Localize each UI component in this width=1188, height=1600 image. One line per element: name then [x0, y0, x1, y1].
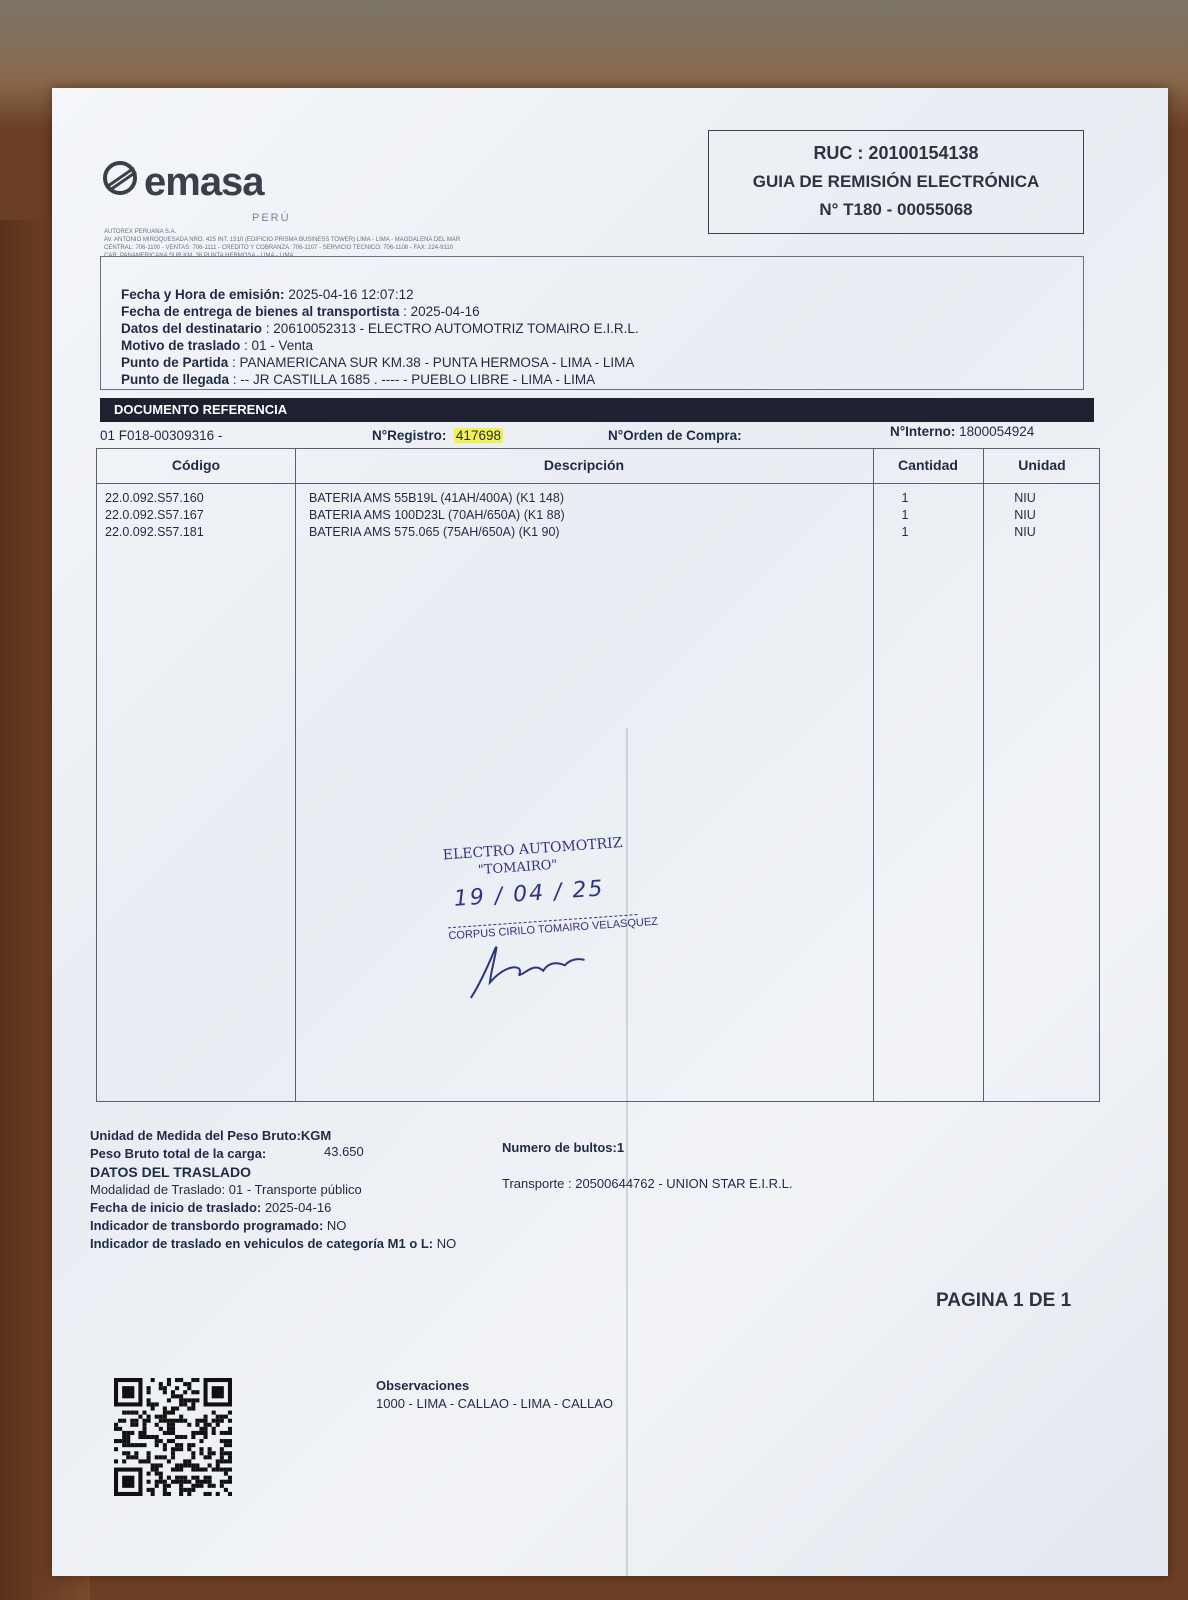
emasa-logo-icon	[102, 160, 142, 196]
documento-referencia-bar	[100, 398, 1094, 422]
interno-value: 1800054924	[955, 424, 1035, 439]
item-unit: NIU	[1014, 491, 1036, 505]
column-divider	[295, 449, 296, 1101]
ruc-box	[708, 130, 1084, 234]
header-descripcion: Descripción	[543, 457, 625, 473]
transporte: Transporte : 20500644762 - UNION STAR E.I.R.L.	[502, 1176, 793, 1191]
item-quantity: 1	[901, 508, 909, 522]
emision-label: Fecha y Hora de emisión:	[121, 287, 285, 302]
destinatario-row	[121, 321, 639, 336]
motivo-value: : 01 - Venta	[240, 338, 314, 353]
registro-field	[372, 428, 503, 443]
destinatario-value: : 20610052313 - ELECTRO AUTOMOTRIZ TOMAIRO E.I.R.L.	[262, 321, 639, 336]
traslado-title-text: DATOS DEL TRASLADO	[90, 1164, 252, 1180]
categoria-row	[90, 1236, 456, 1251]
ruc-number: RUC : 20100154138	[813, 143, 979, 163]
llegada-row	[121, 372, 595, 387]
column-divider	[983, 449, 984, 1101]
company-line: CENTRAL: 706-1100 - VENTAS: 706-1111 - CREDITO Y COBRANZA: 706-1107 - SERVICIO TECNICO: 706-1108 - FAX: 224-9110	[104, 245, 454, 251]
interno-field	[890, 424, 1034, 439]
transbordo-value: NO	[323, 1218, 347, 1233]
observaciones-title: Observaciones	[376, 1378, 470, 1393]
transbordo-row	[90, 1218, 346, 1233]
categoria-value: NO	[433, 1236, 457, 1251]
document-type: GUIA DE REMISIÓN ELECTRÓNICA	[752, 172, 1040, 191]
item-code: 22.0.092.S57.181	[105, 525, 204, 539]
receipt-stamp	[442, 833, 663, 1017]
transbordo-label: Indicador de transbordo programado:	[90, 1218, 324, 1233]
emision-value: 2025-04-16 12:07:12	[284, 287, 414, 302]
header-unidad: Unidad	[1018, 457, 1066, 473]
stamp-company-name: "TOMAIRO"	[477, 857, 558, 879]
document-number: N° T180 - 00055068	[819, 200, 973, 219]
company-line: AUTOREX PERUANA S.A.	[104, 229, 177, 235]
peso-row	[90, 1146, 266, 1161]
peso-value: 43.650	[324, 1144, 364, 1159]
item-description: BATERIA AMS 100D23L (70AH/650A) (K1 88)	[309, 508, 565, 522]
table-row	[97, 525, 1099, 542]
orden-compra-label: N°Orden de Compra:	[608, 428, 742, 443]
unidad-peso-text: Unidad de Medida del Peso Bruto:KGM	[90, 1128, 332, 1143]
company-line: CAR. PANAMERICANA SUR KM. 38 PUNTA HERMOSA - LIMA - LIMA	[104, 253, 294, 259]
entrega-value: : 2025-04-16	[399, 304, 480, 319]
stamp-signer-name: CORPUS CIRILO TOMAIRO VELASQUEZ	[448, 915, 659, 943]
referencia-row	[100, 424, 1094, 446]
shipment-info-box	[100, 256, 1084, 390]
observaciones-text: 1000 - LIMA - CALLAO - LIMA - CALLAO	[376, 1396, 613, 1411]
item-quantity: 1	[901, 525, 909, 539]
traslado-title	[90, 1164, 251, 1180]
page-indicator: PAGINA 1 DE 1	[936, 1290, 1072, 1311]
item-unit: NIU	[1014, 508, 1036, 522]
inicio-label: Fecha de inicio de traslado:	[90, 1200, 262, 1215]
company-line: AV. ANTONIO MIROQUESADA NRO. 425 INT. 1510 (EDIFICIO PRISMA BUSINESS TOWER) LIMA - LIMA - MAGDALENA DEL MAR	[104, 237, 461, 243]
item-description: BATERIA AMS 55B19L (41AH/400A) (K1 148)	[309, 491, 564, 505]
document-page	[52, 88, 1168, 1576]
llegada-label: Punto de llegada	[121, 372, 230, 387]
referencia-title: DOCUMENTO REFERENCIA	[114, 402, 288, 417]
categoria-label: Indicador de traslado en vehiculos de categoría M1 o L:	[90, 1236, 434, 1251]
emision-row	[121, 287, 414, 302]
header-cantidad: Cantidad	[898, 457, 958, 473]
observaciones-block	[376, 1378, 613, 1411]
logo-text: emasa	[144, 160, 264, 204]
inicio-value: 2025-04-16	[261, 1200, 332, 1215]
partida-label: Punto de Partida	[121, 355, 229, 370]
destinatario-label: Datos del destinatario	[121, 321, 263, 336]
referencia-doc: 01 F018-00309316 -	[100, 428, 223, 443]
partida-row	[121, 355, 634, 370]
partida-value: : PANAMERICANA SUR KM.38 - PUNTA HERMOSA - LIMA - LIMA	[228, 355, 635, 370]
interno-label: N°Interno:	[890, 424, 956, 439]
llegada-value: : -- JR CASTILLA 1685 . ---- - PUEBLO LIBRE - LIMA - LIMA	[229, 372, 596, 387]
signature-icon	[459, 932, 613, 1002]
logo-subtitle: PERÚ	[252, 212, 291, 224]
bultos-text: Numero de bultos:1	[502, 1140, 625, 1155]
header-divider	[97, 483, 1099, 484]
item-quantity: 1	[901, 491, 909, 505]
qr-code-icon	[114, 1378, 232, 1496]
registro-label: N°Registro:	[372, 428, 447, 443]
transport-details	[90, 1128, 1090, 1268]
entrega-row	[121, 304, 480, 319]
entrega-label: Fecha de entrega de bienes al transportista	[121, 304, 400, 319]
stamp-company: ELECTRO AUTOMOTRIZ	[442, 834, 623, 864]
item-code: 22.0.092.S57.167	[105, 508, 204, 522]
inicio-row	[90, 1200, 331, 1215]
motivo-row	[121, 338, 313, 353]
table-row	[97, 508, 1099, 525]
peso-label: Peso Bruto total de la carga:	[90, 1146, 267, 1161]
unidad-peso	[90, 1128, 331, 1143]
stamp-date: 19 / 04 / 25	[453, 876, 606, 912]
column-divider	[873, 449, 874, 1101]
modalidad: Modalidad de Traslado: 01 - Transporte público	[90, 1182, 362, 1197]
item-unit: NIU	[1014, 525, 1036, 539]
registro-value: 417698	[455, 428, 501, 443]
table-row	[97, 491, 1099, 508]
item-description: BATERIA AMS 575.065 (75AH/650A) (K1 90)	[309, 525, 560, 539]
bultos	[502, 1140, 624, 1155]
header-codigo: Código	[171, 457, 221, 473]
item-code: 22.0.092.S57.160	[105, 491, 204, 505]
motivo-label: Motivo de traslado	[121, 338, 241, 353]
